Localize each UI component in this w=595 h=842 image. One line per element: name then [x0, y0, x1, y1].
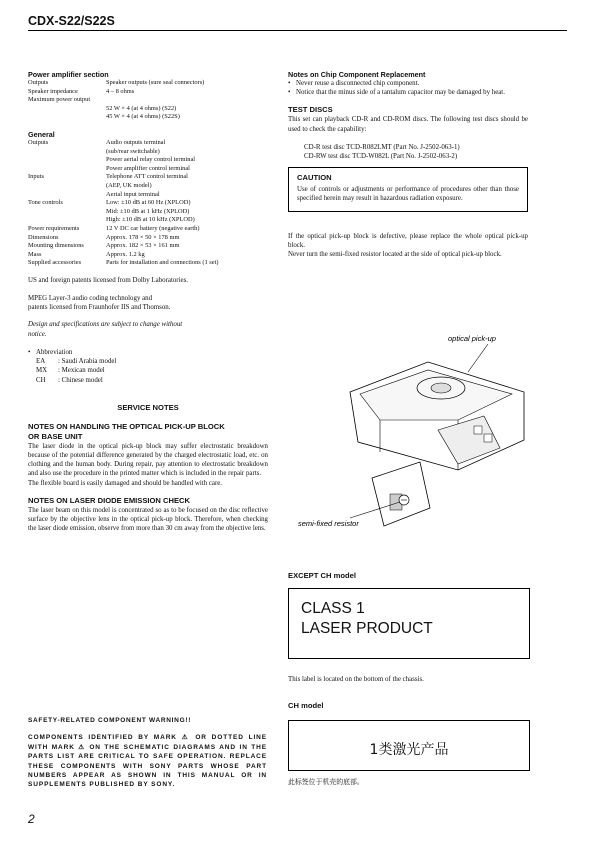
spec-row [28, 88, 268, 97]
spec-row [28, 105, 268, 122]
pickup-handling-para1: The laser diode in the optical pick-up block may suffer electrostatic breakdown because of the potential difference generated by the charged electrostatic load, etc. on clothing and the human body. During repair, pay attention to electrostatic breakdown and also use the procedure in the printed matter which is included in the repair parts. [28, 442, 268, 478]
class1-label-line1: CLASS 1 [301, 600, 365, 617]
spec-values [106, 88, 268, 97]
abbreviation-desc: : Mexican model [58, 367, 105, 375]
pickup-handling-para2: The flexible board is easily damaged and should be handled with care. [28, 479, 223, 487]
power-amp-heading: Power amplifier section [28, 70, 109, 79]
spec-label: Inputs [28, 173, 44, 181]
power-amp-spec-table [28, 79, 268, 122]
chip-bullet-item [288, 79, 528, 88]
mpeg-text-line2: patents licensed from Fraunhofer IIS and Thomson. [28, 304, 171, 312]
spec-row [28, 225, 268, 234]
spec-value: 12 V DC car battery (negative earth) [106, 224, 200, 232]
spec-row [28, 234, 268, 243]
spec-row [28, 242, 268, 251]
spec-values [106, 173, 268, 199]
semi-fixed-resistor-label: semi-fixed resistor [298, 519, 359, 528]
diagram-detail [474, 426, 482, 434]
safety-warning-block [28, 716, 267, 790]
abbreviation-code: EA [36, 358, 46, 366]
optical-pickup-label: optical pick-up [448, 334, 496, 343]
spec-values [106, 242, 268, 251]
laser-emission-heading: NOTES ON LASER DIODE EMISSION CHECK [28, 495, 191, 505]
spec-value: Power aerial relay control terminal [106, 156, 196, 164]
spec-label: Tone controls [28, 199, 63, 207]
label-location-note: This label is located on the bottom of the chassis. [288, 676, 424, 683]
spec-value: Telephone ATT control terminal [106, 173, 188, 181]
spec-value: Parts for installation and connections (1 set) [106, 259, 219, 267]
document-title: CDX-S22/S22S [28, 14, 115, 28]
spec-label: Speaker impedance [28, 87, 78, 95]
spec-label: Supplied accessories [28, 259, 82, 267]
spec-label: Mounting dimensions [28, 242, 84, 250]
abbreviation-item [28, 366, 268, 375]
service-notes-title: SERVICE NOTES [117, 402, 179, 412]
optical-pickup-leader [468, 344, 488, 372]
except-ch-heading: EXCEPT CH model [288, 571, 356, 580]
spec-values [106, 234, 268, 243]
spec-row [28, 259, 268, 268]
spec-value: Approx. 178 × 50 × 178 mm [106, 233, 180, 241]
chip-replacement-list [288, 79, 528, 97]
spec-value: High: ±10 dB at 10 kHz (XPLOD) [106, 216, 195, 224]
abbreviation-code: MX [36, 367, 48, 375]
laser-label-area [288, 571, 530, 787]
chip-bullet-text: Never reuse a disconnected chip component. [296, 80, 420, 87]
test-disc-cdr: CD-R test disc TCD-R082LMT (Part No. J-2502-063-1) [304, 143, 460, 151]
pickup-defect-para2: Never turn the semi-fixed resistor located at the side of optical pick-up block. [288, 251, 502, 259]
spec-label: Outputs [28, 79, 49, 86]
spec-row [28, 139, 268, 173]
spec-label [28, 105, 106, 122]
test-discs-para: This set can playback CD-R and CD-ROM discs. The following test discs should be used to check the capability: [288, 116, 528, 133]
class1-label-box [288, 588, 530, 659]
design-note-line2: notice. [28, 330, 47, 338]
spec-value: 52 W × 4 (at 4 ohms) (S22) [106, 104, 177, 112]
spec-values [106, 199, 268, 225]
spec-value: (sub/rear switchable) [106, 147, 160, 155]
ch-label-note: 此标签位于机壳的底部。 [288, 779, 364, 787]
diagram-detail [484, 434, 492, 442]
bullet: • [288, 80, 291, 87]
spec-row [28, 96, 268, 105]
spec-value: 45 W × 4 (at 4 ohms) (S22S) [106, 113, 180, 121]
spec-value: 4 – 8 ohms [106, 87, 135, 95]
left-column [28, 70, 268, 533]
spec-values [106, 139, 268, 173]
objective-lens [431, 383, 451, 393]
spec-value: Audio outputs terminal [106, 138, 166, 146]
header-rule [28, 30, 567, 31]
spec-value: (AEP, UK model) [106, 181, 152, 189]
optical-pickup-diagram [288, 330, 538, 560]
spec-label: Outputs [28, 138, 49, 146]
spec-value: Low: ±10 dB at 60 Hz (XPLOD) [106, 199, 191, 207]
chip-replacement-heading: Notes on Chip Component Replacement [288, 70, 426, 79]
spec-row [28, 79, 268, 88]
spec-row [28, 173, 268, 199]
chip-bullet-text: Notice that the minus side of a tantalum capacitor may be damaged by heat. [296, 89, 505, 97]
right-column [288, 70, 528, 259]
abbreviation-code: CH [36, 376, 46, 384]
abbreviation-list [28, 357, 268, 385]
spec-value: Speaker outputs (sure seal connectors) [106, 79, 205, 86]
bullet: • [288, 89, 291, 97]
spec-values [106, 225, 268, 234]
spec-label: Mass [28, 250, 42, 258]
spec-values [106, 251, 268, 260]
spec-value: Approx. 182 × 53 × 161 mm [106, 242, 180, 250]
spec-values [106, 96, 268, 105]
general-heading: General [28, 129, 55, 139]
ch-label-box [288, 720, 530, 771]
caution-heading: CAUTION [297, 173, 332, 183]
ch-label-text: 1类激光产品 [369, 742, 449, 759]
caution-text: Use of controls or adjustments or performance of procedures other than those specified herein may result in hazardous radiation exposure. [297, 186, 519, 203]
spec-value: Power amplifier control terminal [106, 164, 190, 172]
pickup-handling-heading-line1: NOTES ON HANDLING THE OPTICAL PICK-UP BLOCK [28, 421, 225, 431]
class1-label-line2: LASER PRODUCT [301, 620, 433, 637]
abbreviation-title [28, 348, 268, 357]
bullet: • [28, 348, 31, 356]
caution-box [288, 167, 528, 211]
spec-label: Power requirements [28, 224, 80, 232]
design-note-line1: Design and specifications are subject to change without [28, 321, 183, 329]
spec-value: Aerial input terminal [106, 190, 160, 198]
page-number: 2 [28, 812, 35, 826]
spec-row [28, 199, 268, 225]
mpeg-text-line1: MPEG Layer-3 audio coding technology and [28, 295, 153, 303]
spec-value: Approx. 1.2 kg [106, 250, 145, 258]
abbreviation-desc: : Saudi Arabia model [58, 358, 117, 366]
test-discs-heading: TEST DISCS [288, 105, 333, 115]
patents-text: US and foreign patents licensed from Dolby Laboratories. [28, 276, 188, 284]
test-disc-cdrw: CD-RW test disc TCD-W082L (Part No. J-2502-063-2) [304, 153, 458, 161]
general-spec-table [28, 139, 268, 268]
chip-bullet-item [288, 88, 528, 97]
spec-row [28, 251, 268, 260]
spec-value: Mid: ±10 dB at 1 kHz (XPLOD) [106, 207, 190, 215]
safety-warning-title: SAFETY-RELATED COMPONENT WARNING!! [28, 717, 192, 724]
spec-label: Maximum power output [28, 96, 91, 104]
abbreviation-title-text: Abbreviation [36, 348, 73, 356]
pickup-handling-heading-line2: OR BASE UNIT [28, 431, 83, 441]
abbreviation-desc: : Chinese model [58, 376, 103, 384]
abbreviation-item [28, 357, 268, 366]
pickup-defect-para1: If the optical pick-up block is defective, please replace the whole optical pick-up block. [288, 232, 528, 249]
spec-values [106, 105, 268, 122]
abbreviation-item [28, 376, 268, 385]
abbreviation-block [28, 348, 268, 385]
laser-emission-para: The laser beam on this model is concentrated so as to be focused on the disc reflective surface by the objective lens in the optical pick-up block. Therefore, when checking the laser diode emission, observe from more than 30 cm away from the objective lens. [28, 506, 268, 533]
spec-label: Dimensions [28, 233, 59, 241]
ch-model-heading: CH model [288, 701, 324, 711]
spec-values [106, 79, 268, 88]
spec-values [106, 259, 268, 268]
safety-warning-text: COMPONENTS IDENTIFIED BY MARK ⚠ OR DOTTED LINE WITH MARK ⚠ ON THE SCHEMATIC DIAGRAMS AND IN THE PARTS LIST ARE CRITICAL TO SAFE OPERATION. REPLACE THESE COMPONENTS WITH SONY PARTS WHOSE PART NUMBERS APPEAR AS SHOWN IN THIS MANUAL OR IN SUPPLEMENTS PUBLISHED BY SONY. [28, 734, 267, 789]
